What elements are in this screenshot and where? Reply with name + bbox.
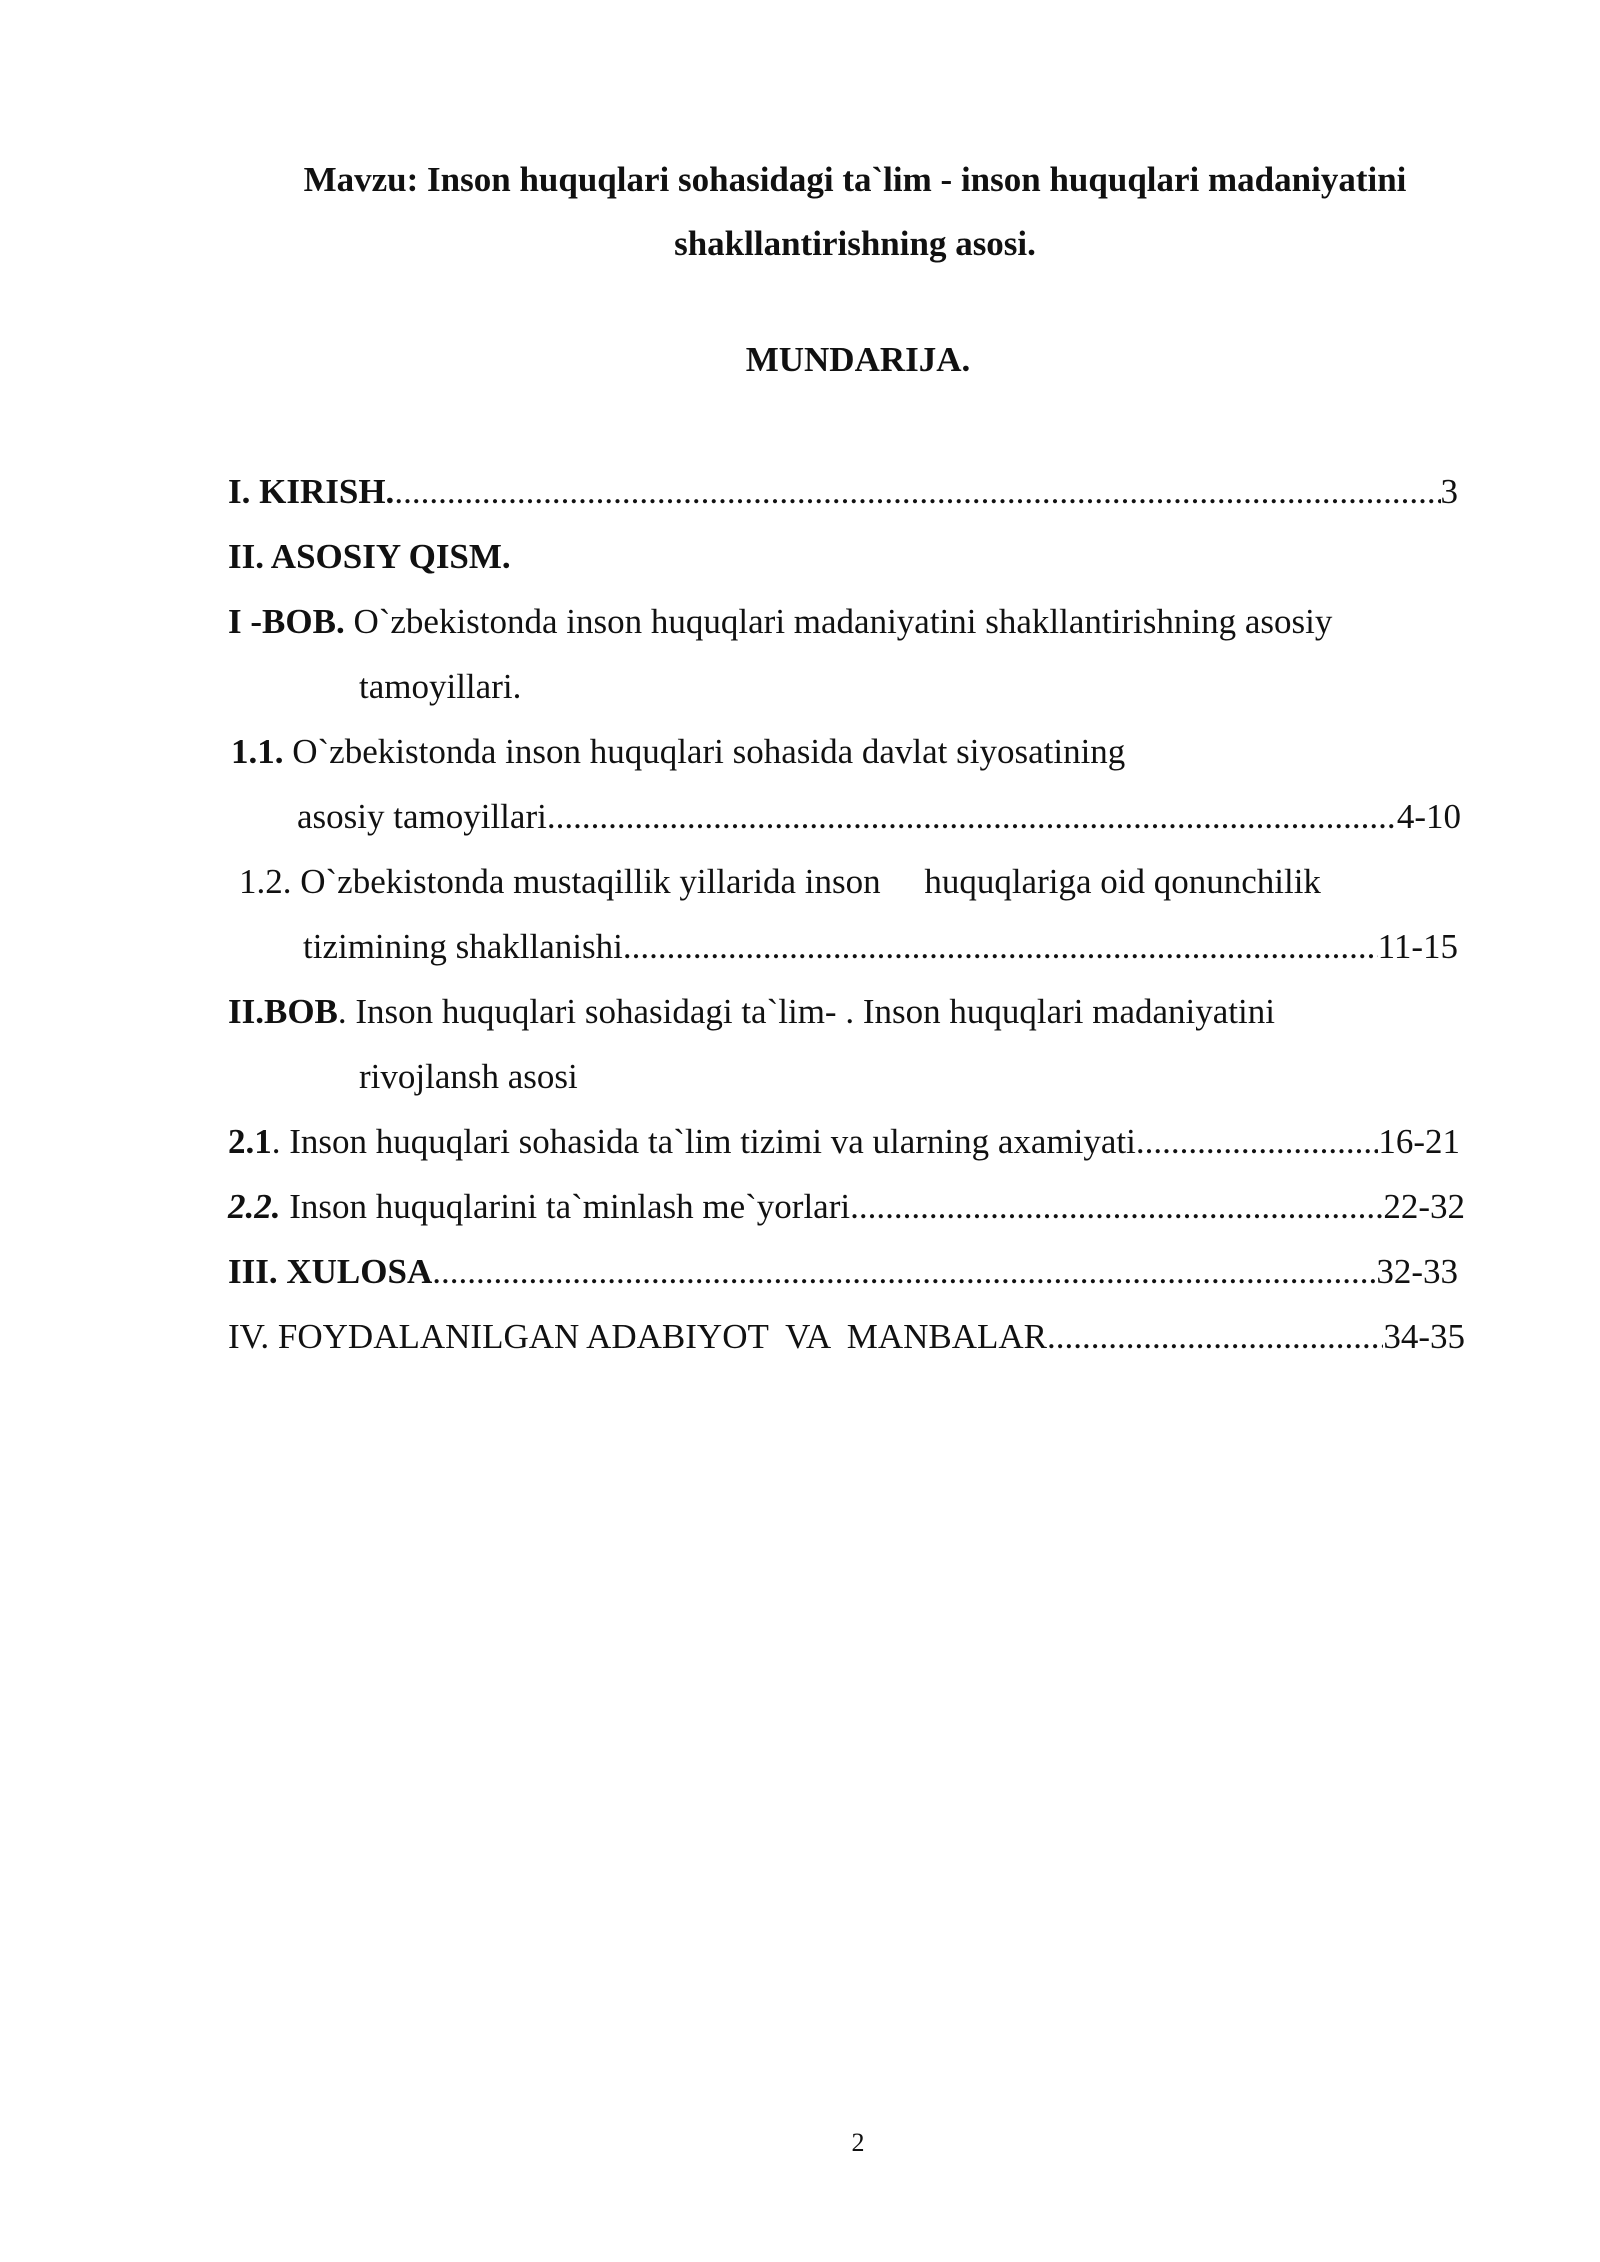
- title-line-2: shakllantirishning asosi.: [674, 224, 1036, 263]
- toc-entry-label: IV. FOYDALANILGAN ADABIYOT VA MANBALAR: [228, 1317, 1047, 1356]
- toc-entry-xulosa[interactable]: [228, 1252, 1458, 1292]
- toc-entry-text: O`zbekistonda inson huquqlari madaniyatini shakllantirishning asosiy: [344, 602, 1333, 641]
- page-number: 2: [851, 2128, 865, 2157]
- dot-leader: [394, 472, 1440, 512]
- toc-entry-kirish[interactable]: [228, 472, 1458, 512]
- toc-page-number: 22-32: [1383, 1187, 1465, 1226]
- toc-page-number: 16-21: [1378, 1122, 1460, 1161]
- toc-entry-bob-1[interactable]: [228, 602, 1332, 642]
- toc-page-number: 3: [1440, 472, 1458, 511]
- dot-leader: [432, 1252, 1376, 1292]
- toc-heading: MUNDARIJA.: [745, 340, 971, 379]
- toc-entry-label: II. ASOSIY QISM.: [228, 537, 511, 576]
- toc-entry-text: O`zbekistonda inson huquqlari sohasida davlat siyosatining: [283, 732, 1126, 771]
- toc-entry-text: Inson huquqlarini ta`minlash me`yorlari: [280, 1187, 851, 1226]
- toc-entry-number: 1.1.: [231, 732, 284, 771]
- toc-page-number: 11-15: [1377, 927, 1458, 966]
- toc-entry-bob-2-continuation: rivojlansh asosi: [359, 1057, 578, 1096]
- toc-entry-bob-1-continuation: tamoyillari.: [359, 667, 522, 706]
- toc-entry-number: 2.2.: [228, 1187, 281, 1226]
- dot-leader: [623, 927, 1378, 967]
- toc-entry-bob-2[interactable]: [228, 992, 1275, 1032]
- title-line-1: Mavzu: Inson huquqlari sohasidagi ta`lim - inson huquqlari madaniyatini: [303, 160, 1407, 199]
- dot-leader: [547, 797, 1397, 837]
- toc-entry-section-1-1[interactable]: [231, 732, 1125, 772]
- dot-leader: [850, 1187, 1383, 1227]
- toc-page-number: 32-33: [1376, 1252, 1458, 1291]
- toc-entry-label: I. KIRISH.: [228, 472, 395, 511]
- toc-entry-number: 2.1: [228, 1122, 272, 1161]
- toc-entry-asosiy-qism[interactable]: [228, 537, 511, 577]
- toc-entry-section-1-2[interactable]: 1.2. O`zbekistonda mustaqillik yillarida inson huquqlariga oid qonunchilik: [239, 862, 1321, 901]
- toc-entry-section-1-2-continuation[interactable]: [303, 927, 1458, 967]
- toc-entry-text: . Inson huquqlari sohasidagi ta`lim- . Inson huquqlari madaniyatini: [337, 992, 1275, 1031]
- toc-entry-text: . Inson huquqlari sohasida ta`lim tizimi va ularning axamiyati: [271, 1122, 1136, 1161]
- document-title: [230, 148, 1480, 276]
- toc-entry-prefix: II.BOB: [228, 992, 338, 1031]
- dot-leader: [1047, 1317, 1383, 1357]
- toc-entry-section-2-2[interactable]: [228, 1187, 1465, 1227]
- toc-page-number: 34-35: [1383, 1317, 1465, 1356]
- toc-entry-prefix: I -BOB.: [228, 602, 345, 641]
- toc-entry-text: asosiy tamoyillari: [297, 797, 547, 836]
- toc-page-number: 4-10: [1396, 797, 1461, 836]
- dot-leader: [1136, 1122, 1378, 1162]
- toc-entry-text: tizimining shakllanishi: [303, 927, 623, 966]
- toc-entry-label: III. XULOSA: [228, 1252, 433, 1291]
- toc-entry-section-2-1[interactable]: [228, 1122, 1460, 1162]
- toc-entry-adabiyot[interactable]: [228, 1317, 1465, 1357]
- toc-entry-section-1-1-continuation[interactable]: [297, 797, 1461, 837]
